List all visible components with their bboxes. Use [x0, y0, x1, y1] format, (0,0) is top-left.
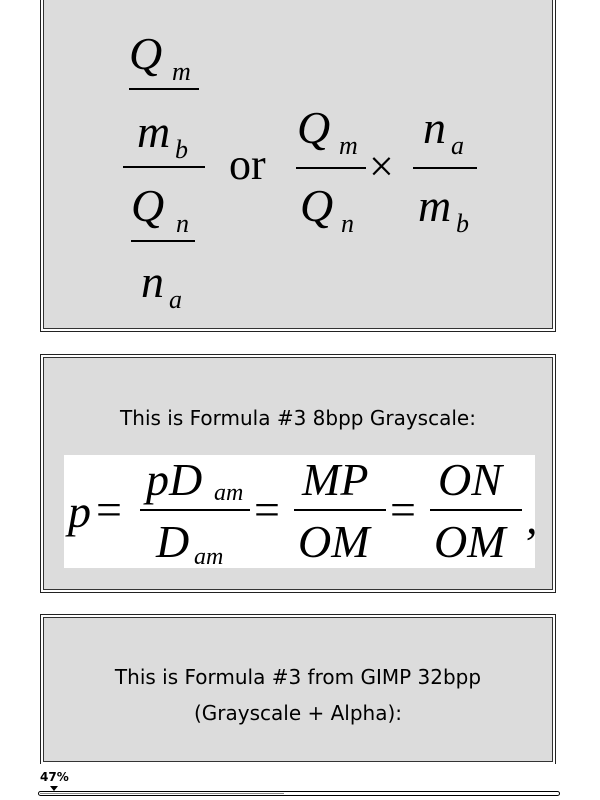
formula-d: D [156, 516, 190, 567]
formula-q: Q [297, 102, 331, 153]
formula-or: or [229, 140, 266, 189]
fraction-bar [430, 509, 522, 511]
formula-panel-3 [40, 614, 556, 764]
formula-om: OM [434, 516, 506, 567]
formula-mp: MP [302, 454, 369, 505]
formula-panel-1 [40, 0, 556, 332]
equals-sign: = [390, 484, 416, 535]
formula-sub: n [341, 209, 354, 238]
formula-sub: b [456, 209, 469, 238]
formula-sub: m [339, 131, 358, 160]
times-sign: × [369, 142, 394, 191]
fraction-bar [413, 167, 477, 169]
formula-q: Q [129, 28, 163, 79]
formula-q: Q [300, 180, 334, 231]
formula-caption: This is Formula #3 8bpp Grayscale: [120, 406, 476, 430]
formula-n: n [423, 102, 446, 153]
formula-p: p [68, 486, 91, 537]
formula-sub: b [175, 135, 188, 164]
formula-image [64, 454, 538, 570]
formula-sub: am [214, 480, 244, 506]
fraction-bar [294, 509, 386, 511]
formula-n: n [141, 256, 164, 307]
formula-sub: n [176, 209, 189, 238]
progress-fill [40, 793, 284, 794]
formula-sub: am [194, 544, 224, 570]
formula-caption: This is Formula #3 from GIMP 32bpp (Grayscale + Alpha): [114, 665, 482, 725]
fraction-bar [296, 167, 366, 169]
formula-comma: , [526, 492, 538, 543]
formula-om: OM [298, 516, 370, 567]
progress-percent: 47% [40, 770, 69, 784]
fraction-bar [140, 509, 250, 511]
formula-sub: a [451, 131, 464, 160]
formula-sub: a [169, 285, 182, 314]
formula-panel-2 [40, 354, 556, 593]
formula-pd: pD [146, 454, 203, 505]
formula-m: m [137, 106, 171, 157]
formula-sub: m [172, 57, 191, 86]
progress-bar[interactable] [38, 791, 560, 796]
fraction-bar [131, 240, 195, 242]
formula-q: Q [131, 180, 165, 231]
equals-sign: = [96, 484, 122, 535]
formula-m: m [418, 180, 452, 231]
main-fraction-bar [123, 166, 205, 168]
fraction-bar [129, 88, 199, 90]
formula-on: ON [438, 454, 502, 505]
equals-sign: = [254, 484, 280, 535]
